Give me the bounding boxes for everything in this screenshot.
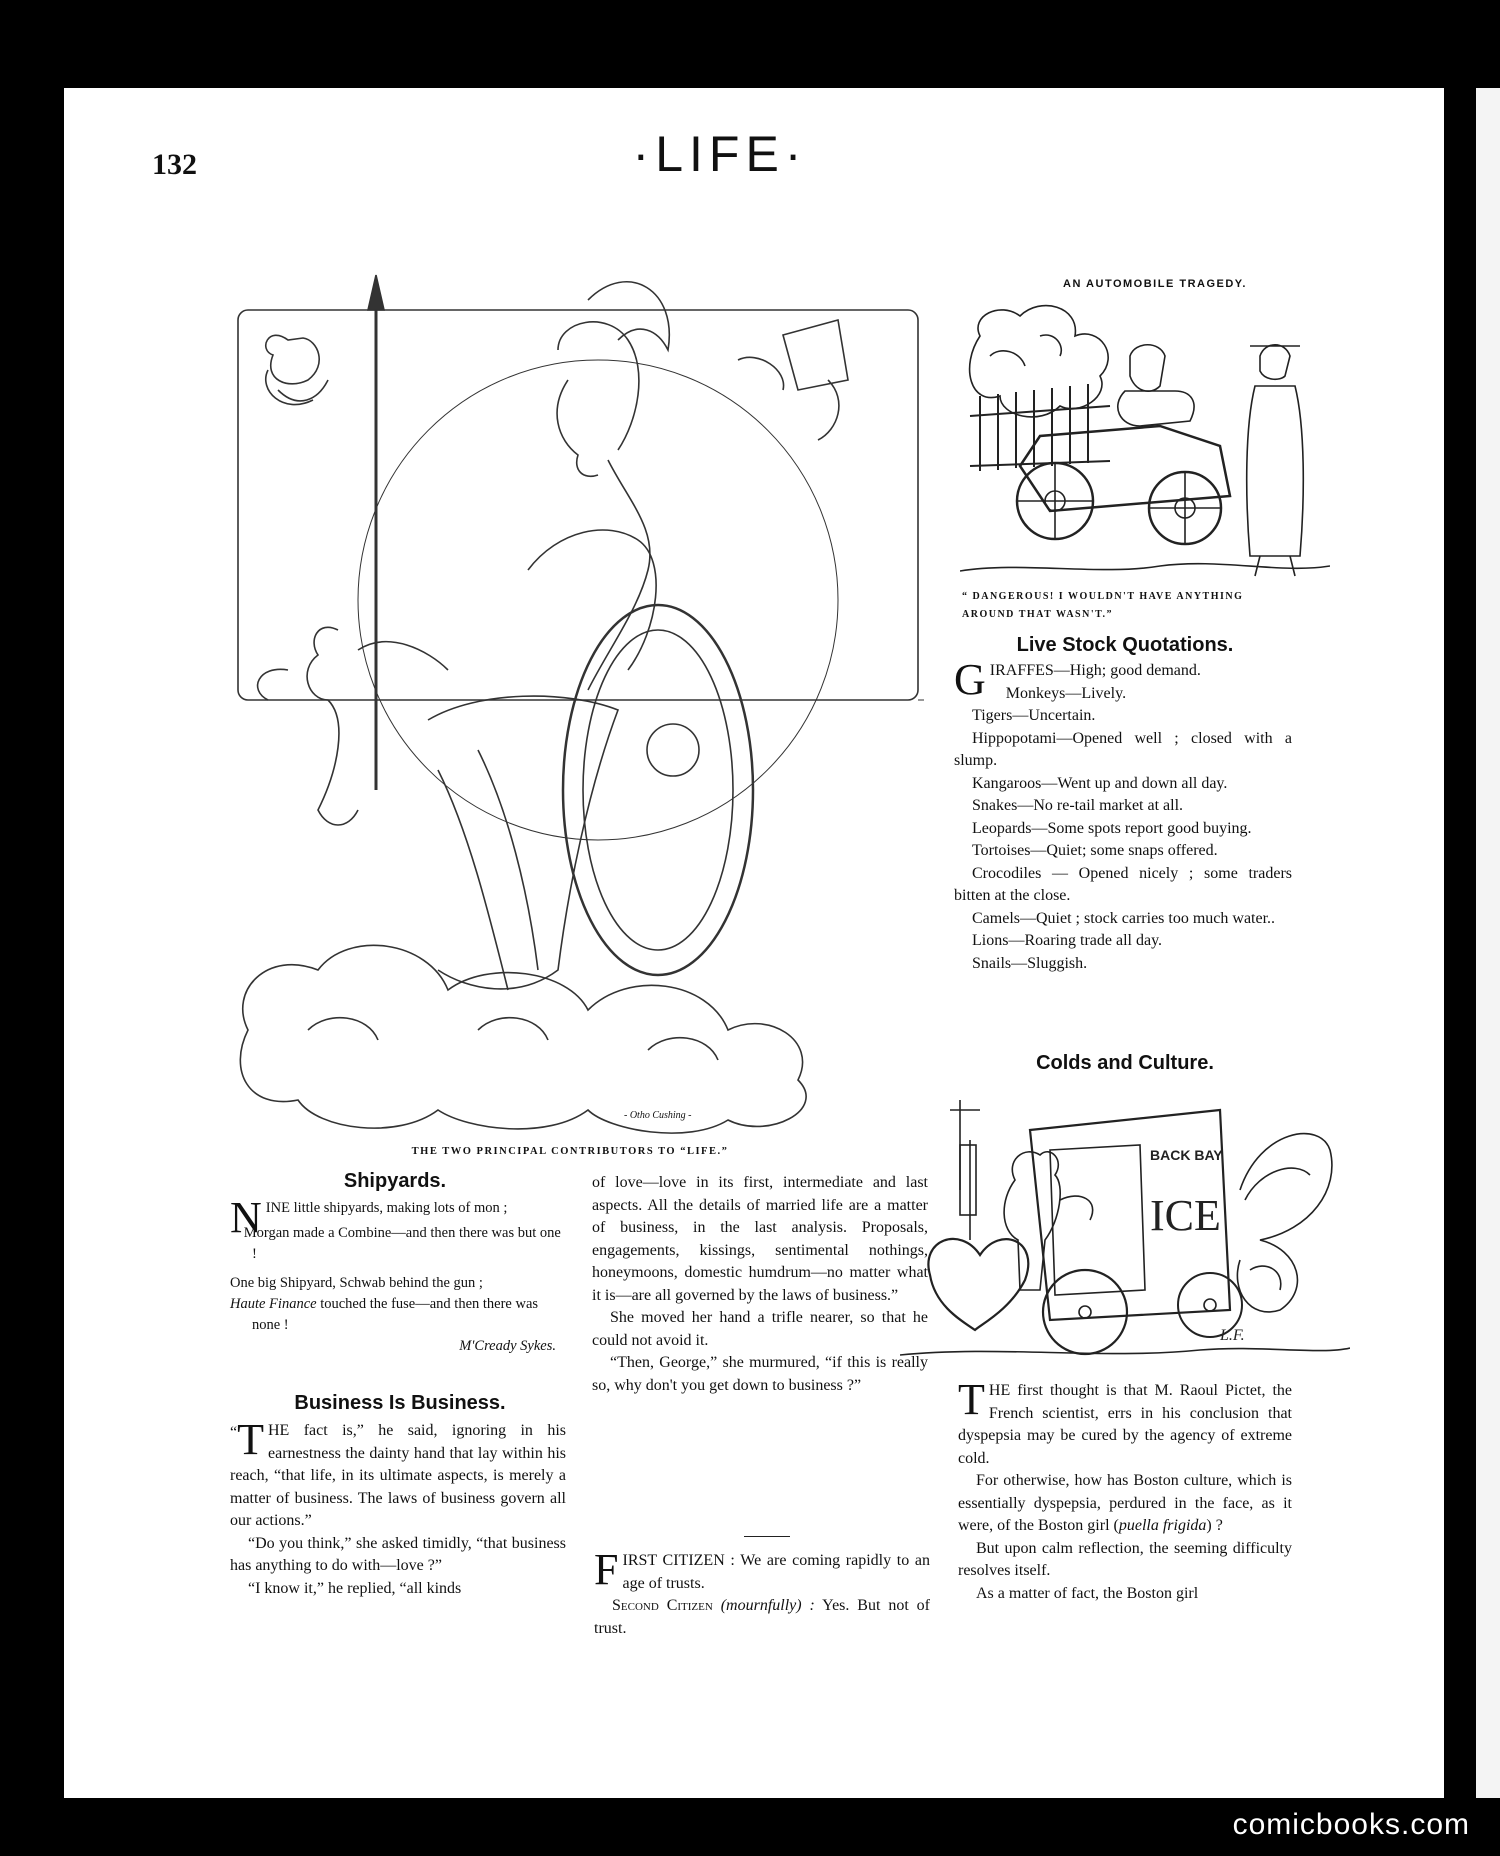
livestock-item: Leopards—Some spots report good buying. [972,819,1252,837]
colds-headline: Colds and Culture. [1036,1052,1214,1074]
latin-phrase: puella frigida [1118,1517,1207,1534]
business-paragraph: HE fact is,” he said, ignoring in his earnestness the dainty hand that lay within his reach, “that life, in its ultimate aspects, is merely a matter of business. The laws of business govern all our actions.” [230,1422,566,1529]
wagon-ice-text: ICE [1150,1191,1221,1240]
colds-paragraph [958,1470,1292,1538]
drop-cap: T [237,1415,264,1464]
ice-wagon-signature: L.F. [1220,1327,1245,1344]
drop-cap: T [958,1375,985,1424]
livestock-item: Tortoises—Quiet; some snaps offered. [972,842,1218,859]
open-quote: “ [230,1424,238,1441]
shipyards-headline: Shipyards. [343,1170,447,1192]
poem-line: INE little shipyards, making lots of mon ; [265,1200,508,1216]
drop-cap: N [230,1193,262,1242]
stage-direction: (mournfully) : [720,1597,815,1614]
business-paragraph: of love—love in its first, intermediate and last aspects. All the details of married life are a matter of business, in the last analysis. Proposals, engagements, kissings, sentimental nothings, honeymoons, domestic humdrum—no matter what it is—are all governed by the laws of business.” [592,1174,928,1304]
colds-paragraph: HE first thought is that M. Raoul Pictet, the French scientist, errs in his conclusion that dyspepsia may be cured by the agency of extreme cold. [958,1382,1292,1467]
business-paragraph: “Then, George,” she murmured, “if this is really so, why don't you get down to business ?” [592,1354,928,1394]
automobile-tragedy-cartoon [960,296,1330,586]
illustration-artist-signature: - Otho Cushing - [624,1110,692,1121]
ice-wagon-cartoon [900,1090,1350,1370]
business-paragraph: “Do you think,” she asked timidly, “that business has anything to do with—love ?” [230,1534,566,1574]
business-headline: Business Is Business. [294,1392,506,1414]
minerva-cupid-illustration [228,270,928,1140]
text-run: ) ? [1206,1517,1223,1534]
colds-article [958,1375,1292,1605]
speaker-first-citizen: IRST CITIZEN : [622,1552,735,1569]
livestock-item: Snails—Sluggish. [972,954,1088,972]
automobile-cartoon-caption: “ DANGEROUS! I WOULDN'T HAVE ANYTHING AROUND THAT WASN'T.” [962,591,1244,620]
drop-cap: G [954,655,986,704]
colds-paragraph: But upon calm reflection, the seeming difficulty resolves itself. [958,1539,1292,1579]
trusts-dialogue [594,1545,931,1640]
poem-author: M'Cready Sykes. [459,1338,556,1354]
colds-paragraph: As a matter of fact, the Boston girl [976,1584,1199,1602]
poem-line: Morgan made a Combine—and then there was but one ! [243,1225,561,1262]
dialogue-line: We are coming rapidly to an age of trusts. [622,1552,931,1592]
business-paragraph: “I know it,” he replied, “all kinds [248,1579,462,1597]
speaker-second-citizen: Second Citizen [612,1597,713,1614]
automobile-cartoon-title: AN AUTOMOBILE TRAGEDY. [1063,278,1247,290]
livestock-quotations [954,655,1292,975]
main-illustration-caption: THE TWO PRINCIPAL CONTRIBUTORS TO “LIFE.” [411,1146,729,1157]
adjacent-page-edge [1476,88,1500,1798]
business-article-col1 [230,1415,566,1600]
business-paragraph: She moved her hand a trifle nearer, so that he could not avoid it. [592,1309,928,1349]
drop-cap: F [594,1545,619,1594]
business-article-col2 [592,1172,928,1397]
livestock-item: Monkeys—Lively. [1005,684,1127,702]
poem-italic-phrase: Haute Finance [230,1296,317,1312]
poem-line: One big Shipyard, Schwab behind the gun ; [230,1275,483,1291]
livestock-item: Hippopotami—Opened well ; closed with a slump. [954,729,1292,769]
livestock-headline: Live Stock Quotations. [1016,634,1234,656]
livestock-item: Crocodiles — Opened nicely ; some traders bitten at the close. [954,864,1292,904]
text-run: For otherwise, how has Boston culture, which is essentially dyspepsia, perdured in the face, as it were, of the Boston girl ( [958,1472,1292,1534]
masthead: ·LIFE· [632,126,808,182]
shipyards-poem [230,1193,566,1357]
watermark: comicbooks.com [1232,1808,1470,1841]
wagon-sign-text: BACK BAY [1150,1147,1223,1163]
livestock-item: IRAFFES—High; good demand. [989,662,1201,679]
livestock-item: Lions—Roaring trade all day. [972,932,1163,949]
livestock-item: Tigers—Uncertain. [972,707,1096,724]
page-number: 132 [152,148,197,181]
livestock-item: Snakes—No re-tail market at all. [972,797,1184,814]
section-divider [744,1536,790,1537]
livestock-item: Kangaroos—Went up and down all day. [972,774,1228,792]
poem-line: touched the fuse—and then there was none ! [252,1296,539,1333]
dialogue-line: Yes. But not of trust. [594,1597,931,1637]
livestock-item: Camels—Quiet ; stock carries too much water.. [972,909,1276,927]
